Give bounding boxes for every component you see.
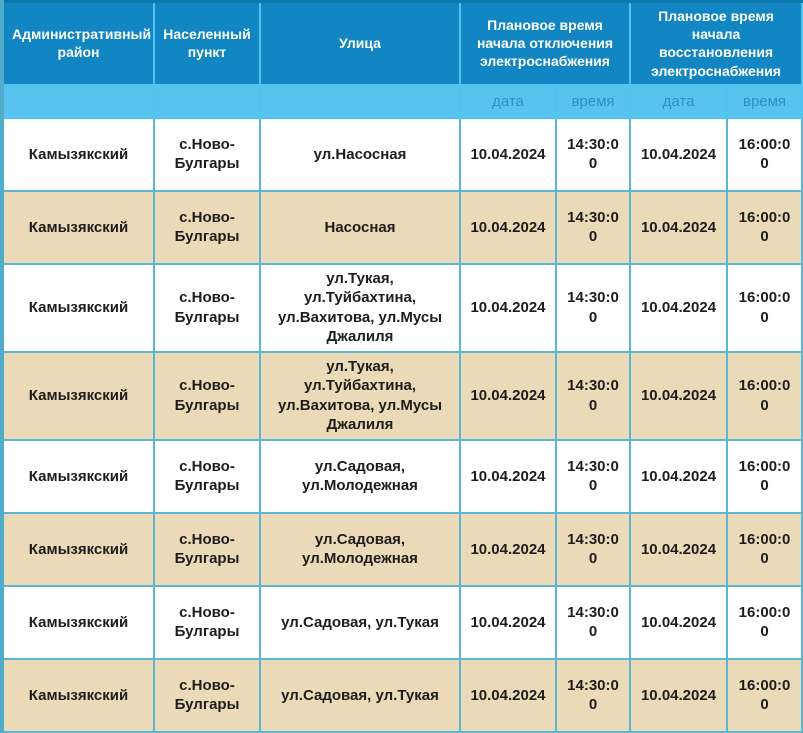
cell-restore-time: 16:00:00: [727, 352, 802, 440]
col-header-street: Улица: [260, 2, 460, 85]
cell-street: ул.Тукая, ул.Туйбахтина, ул.Вахитова, ул.Мусы Джалиля: [260, 264, 460, 352]
cell-restore-time: 16:00:00: [727, 118, 802, 191]
header-row-main: [2, 2, 802, 85]
cell-street: ул.Садовая, ул.Молодежная: [260, 440, 460, 513]
cell-outage-date: 10.04.2024: [460, 440, 556, 513]
cell-outage-date: 10.04.2024: [460, 659, 556, 732]
cell-district: Камызякский: [2, 659, 154, 732]
table-body: [2, 118, 802, 732]
col-header-district: Административный район: [2, 2, 154, 85]
col-header-restore-start-group: Плановое время начала восстановления электроснабжения: [630, 2, 802, 85]
table-row: [2, 513, 802, 586]
cell-outage-date: 10.04.2024: [460, 264, 556, 352]
cell-outage-time: 14:30:00: [556, 513, 630, 586]
cell-restore-time: 16:00:00: [727, 586, 802, 659]
cell-street: ул.Садовая, ул.Тукая: [260, 659, 460, 732]
cell-district: Камызякский: [2, 352, 154, 440]
cell-street: ул.Тукая, ул.Туйбахтина, ул.Вахитова, ул.Мусы Джалиля: [260, 352, 460, 440]
col-header-settlement: Населенный пункт: [154, 2, 260, 85]
cell-settlement: с.Ново-Булгары: [154, 264, 260, 352]
cell-district: Камызякский: [2, 118, 154, 191]
cell-settlement: с.Ново-Булгары: [154, 659, 260, 732]
cell-street: ул.Садовая, ул.Тукая: [260, 586, 460, 659]
cell-outage-time: 14:30:00: [556, 586, 630, 659]
subheader-empty-settlement: [154, 85, 260, 118]
cell-settlement: с.Ново-Булгары: [154, 586, 260, 659]
cell-outage-time: 14:30:00: [556, 118, 630, 191]
cell-outage-date: 10.04.2024: [460, 118, 556, 191]
cell-settlement: с.Ново-Булгары: [154, 513, 260, 586]
cell-restore-date: 10.04.2024: [630, 264, 727, 352]
subheader-restore-date: дата: [630, 85, 727, 118]
cell-restore-time: 16:00:00: [727, 264, 802, 352]
table-header: [2, 2, 802, 118]
table-row: [2, 264, 802, 352]
cell-restore-time: 16:00:00: [727, 659, 802, 732]
subheader-empty-district: [2, 85, 154, 118]
subheader-outage-date: дата: [460, 85, 556, 118]
cell-outage-date: 10.04.2024: [460, 191, 556, 264]
cell-restore-time: 16:00:00: [727, 513, 802, 586]
table-row: [2, 191, 802, 264]
subheader-outage-time: время: [556, 85, 630, 118]
cell-restore-time: 16:00:00: [727, 440, 802, 513]
cell-street: ул.Садовая, ул.Молодежная: [260, 513, 460, 586]
cell-restore-date: 10.04.2024: [630, 513, 727, 586]
cell-district: Камызякский: [2, 264, 154, 352]
table-row: [2, 118, 802, 191]
cell-street: Насосная: [260, 191, 460, 264]
cell-outage-date: 10.04.2024: [460, 352, 556, 440]
cell-district: Камызякский: [2, 586, 154, 659]
cell-district: Камызякский: [2, 440, 154, 513]
cell-outage-time: 14:30:00: [556, 191, 630, 264]
cell-restore-date: 10.04.2024: [630, 440, 727, 513]
table-row: [2, 586, 802, 659]
cell-outage-date: 10.04.2024: [460, 513, 556, 586]
cell-outage-time: 14:30:00: [556, 440, 630, 513]
cell-settlement: с.Ново-Булгары: [154, 352, 260, 440]
cell-district: Камызякский: [2, 513, 154, 586]
cell-outage-time: 14:30:00: [556, 352, 630, 440]
cell-restore-date: 10.04.2024: [630, 586, 727, 659]
cell-outage-time: 14:30:00: [556, 264, 630, 352]
cell-district: Камызякский: [2, 191, 154, 264]
table-row: [2, 659, 802, 732]
cell-outage-time: 14:30:00: [556, 659, 630, 732]
cell-restore-time: 16:00:00: [727, 191, 802, 264]
cell-restore-date: 10.04.2024: [630, 191, 727, 264]
cell-settlement: с.Ново-Булгары: [154, 440, 260, 513]
table-row: [2, 352, 802, 440]
cell-settlement: с.Ново-Булгары: [154, 118, 260, 191]
table-row: [2, 440, 802, 513]
subheader-empty-street: [260, 85, 460, 118]
col-header-outage-start-group: Плановое время начала отключения электроснабжения: [460, 2, 630, 85]
cell-settlement: с.Ново-Булгары: [154, 191, 260, 264]
cell-restore-date: 10.04.2024: [630, 659, 727, 732]
subheader-restore-time: время: [727, 85, 802, 118]
cell-restore-date: 10.04.2024: [630, 118, 727, 191]
header-row-sub: [2, 85, 802, 118]
cell-outage-date: 10.04.2024: [460, 586, 556, 659]
cell-restore-date: 10.04.2024: [630, 352, 727, 440]
cell-street: ул.Насосная: [260, 118, 460, 191]
